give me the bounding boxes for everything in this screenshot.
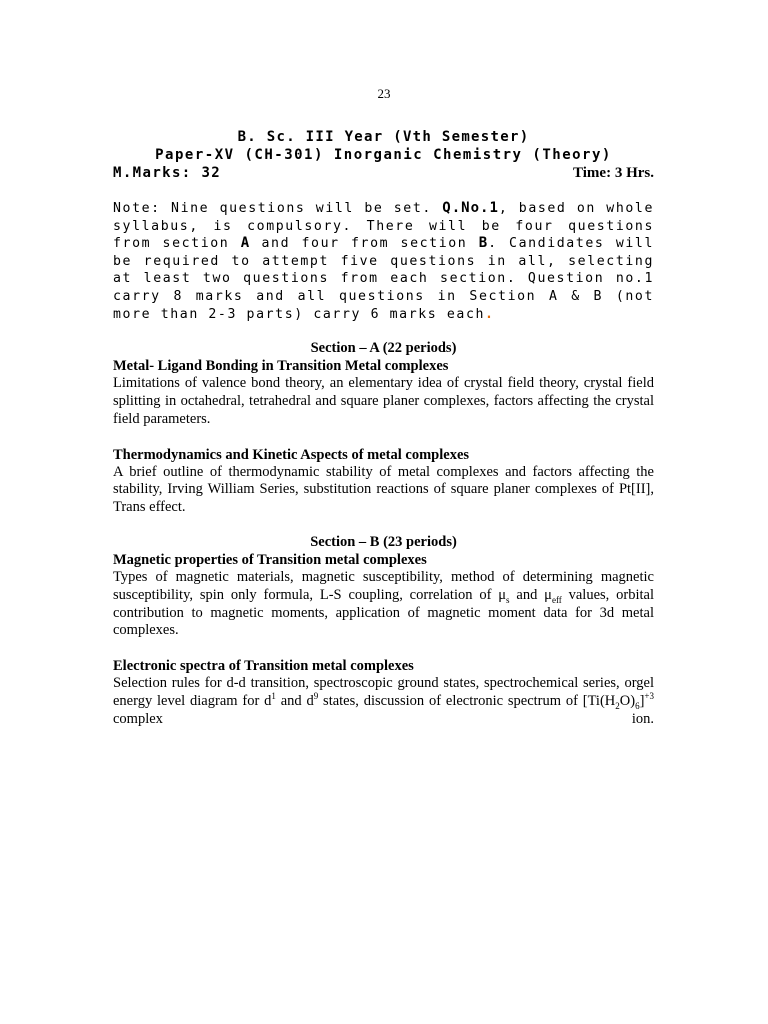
section-a-topic-2: Thermodynamics and Kinetic Aspects of metal complexes xyxy=(113,446,470,463)
section-b-topic-1: Magnetic properties of Transition metal complexes xyxy=(113,551,427,568)
subscript: eff xyxy=(551,594,562,605)
note-text: , based on whole syllabus, is compulsory. There will be four questions from section xyxy=(113,201,654,252)
superscript: 9 xyxy=(313,691,319,702)
text-run: values, orbital contribution to magnetic moments, application of magnetic moment data for 3d metal complexes. xyxy=(113,586,654,639)
marks-time-row xyxy=(113,164,654,182)
text-run: Types of magnetic materials, magnetic susceptibility, method of determining magnetic susceptibility, spin only formula, L-S coupling, correlation of μ xyxy=(113,568,654,603)
text-run: ] xyxy=(639,692,645,709)
text-run: and μ xyxy=(509,586,552,603)
subscript: 6 xyxy=(635,700,640,711)
course-title: B. Sc. III Year (Vth Semester) xyxy=(237,129,530,145)
note-bold-section-b: B xyxy=(478,235,489,252)
max-marks: M.Marks: 32 xyxy=(113,165,222,181)
section-a-text-2: A brief outline of thermodynamic stability of metal complexes and factors affecting the stability, Irving William Series, substitution reactions of square planer complexes of Pt[II], Trans effect. xyxy=(113,463,654,516)
section-a-text-1: Limitations of valence bond theory, an elementary idea of crystal field theory, crystal field splitting in octahedral, tetrahedral and square planer complexes, factors affecting the crystal field parameters. xyxy=(113,375,654,427)
exam-note xyxy=(113,200,654,323)
note-text: . Candidates will be required to attempt five questions in all, selecting at least two questions from each section. Question no.1 carry 8 marks and all questions in Section A & B (not more than 2-3 parts) carry 6 marks each xyxy=(113,236,654,322)
note-bold-qno: Q.No.1 xyxy=(442,200,499,216)
exam-time: Time: 3 Hrs. xyxy=(573,165,654,181)
text-run: Selection rules for d-d transition, spectroscopic ground states, spectrochemical series, orgel energy level diagram for d xyxy=(113,675,654,709)
syllabus-content xyxy=(113,128,654,729)
note-text: Note: Nine questions will be set. xyxy=(113,201,443,216)
text-run: complex ion. xyxy=(113,710,654,727)
superscript: +3 xyxy=(644,691,654,702)
superscript: 1 xyxy=(271,691,276,702)
note-bold-section-a: A xyxy=(240,235,251,252)
note-text: and four from section xyxy=(250,236,479,252)
page-number: 23 xyxy=(377,86,391,101)
section-b-text-2 xyxy=(113,675,654,728)
paper-title: Paper-XV (CH-301) Inorganic Chemistry (Theory) xyxy=(155,147,612,163)
subscript: s xyxy=(506,594,510,605)
section-b-topic-2: Electronic spectra of Transition metal complexes xyxy=(113,658,414,675)
section-a-title: Section – A (22 periods) xyxy=(310,340,457,357)
text-run: O) xyxy=(619,692,636,709)
section-a-topic-1: Metal- Ligand Bonding in Transition Metal complexes xyxy=(113,358,449,375)
note-end-dot: . xyxy=(485,306,495,322)
section-b-text-1 xyxy=(113,569,654,640)
subscript: 2 xyxy=(615,700,620,711)
section-b-title: Section – B (23 periods) xyxy=(310,533,457,550)
text-run: and d xyxy=(275,692,314,709)
text-run: states, discussion of electronic spectrum of [Ti(H xyxy=(318,692,616,709)
